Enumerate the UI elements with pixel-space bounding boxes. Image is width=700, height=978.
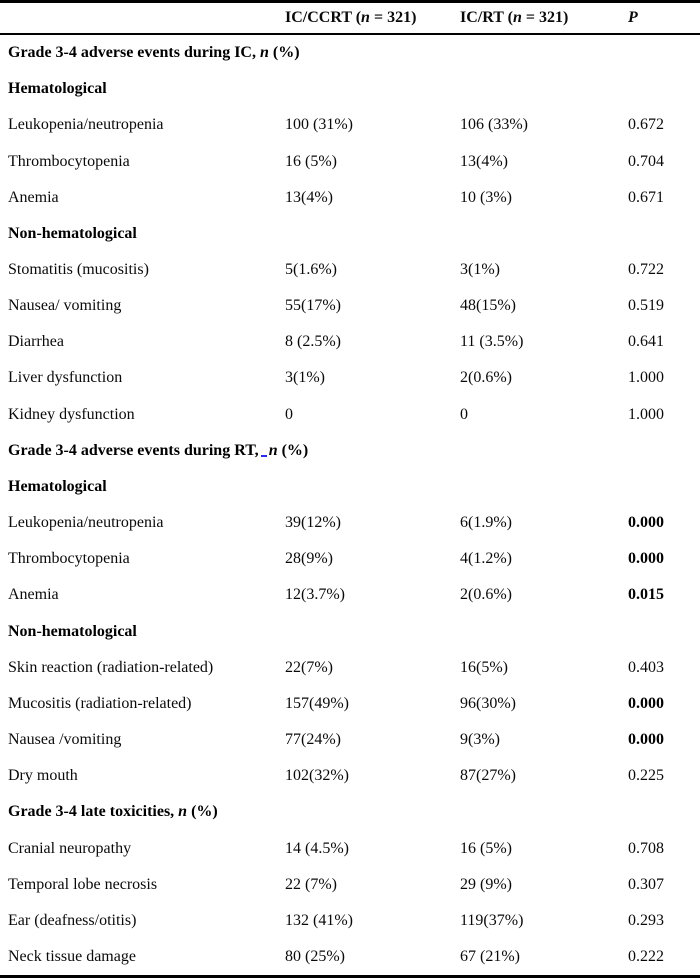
p-value-cell: 0.222 [628,947,664,965]
ic-ccrt-value-cell: 39(12%) [285,514,341,532]
ic-rt-value-cell: 11 (3.5%) [460,333,524,351]
row-label: Thrombocytopenia [8,550,130,568]
ic-ccrt-value-cell: 3(1%) [285,369,325,387]
section-title-text: Grade 3-4 adverse events during IC, [8,44,260,62]
p-value-cell: 0.708 [628,839,664,857]
ic-ccrt-value-cell: 16 (5%) [285,152,337,170]
section-n-italic: n [259,44,269,62]
row-label [8,441,309,460]
p-value-cell: 1.000 [628,405,664,423]
section-row [0,35,700,71]
table-row [0,758,700,794]
p-header-italic: P [628,9,638,26]
row-label: Mucositis (radiation-related) [8,694,192,712]
subsection-row [0,469,700,505]
subsection-row [0,614,700,650]
ic-ccrt-value-cell: 8 (2.5%) [285,333,341,351]
table-row [0,939,700,975]
ic-ccrt-value-cell: 80 (25%) [285,947,345,965]
table-row [0,360,700,396]
p-value-cell: 0.704 [628,152,664,170]
table-row [0,650,700,686]
p-value-cell: 0.641 [628,333,664,351]
ic-rt-value-cell: 96(30%) [460,694,516,712]
row-label: Dry mouth [8,767,78,785]
header-text: = 321) [521,9,569,26]
header-text: = 321) [369,9,417,26]
ic-rt-value-cell: 4(1.2%) [460,550,512,568]
p-value-cell: 0.000 [628,550,664,568]
row-label: Anemia [8,188,59,206]
p-value-cell: 0.000 [628,731,664,749]
p-value-cell: 0.722 [628,261,664,279]
section-n-italic: n [178,803,188,821]
table-row [0,143,700,179]
table-header [0,3,700,35]
row-label: Skin reaction (radiation-related) [8,658,214,676]
p-value-cell: 0.293 [628,911,664,929]
ic-ccrt-value-cell: 12(3.7%) [285,586,345,604]
section-title-text: Grade 3-4 adverse events during RT, [8,441,259,459]
header-n-italic: n [512,9,522,26]
ic-rt-value-cell: 106 (33%) [460,116,528,134]
ic-rt-value-cell: 6(1.9%) [460,514,512,532]
ic-rt-value-cell: 29 (9%) [460,875,512,893]
row-label: Thrombocytopenia [8,152,130,170]
row-label: Hematological [8,477,107,495]
row-label: Nausea /vomiting [8,731,122,749]
ic-ccrt-value-cell: 22(7%) [285,658,333,676]
row-label: Anemia [8,586,59,604]
p-value-cell: 0.307 [628,875,664,893]
column-header-ic-rt [460,9,628,27]
ic-rt-value-cell: 16 (5%) [460,839,512,857]
ic-rt-value-cell: 119(37%) [460,911,524,929]
ic-ccrt-value-cell: 157(49%) [285,694,349,712]
row-label: Liver dysfunction [8,369,123,387]
section-title-text: (%) [187,803,218,821]
p-value-cell: 0.225 [628,767,664,785]
row-label: Leukopenia/neutropenia [8,514,164,532]
column-header-p [628,9,700,27]
ic-rt-value-cell: 67 (21%) [460,947,520,965]
ic-ccrt-value-cell: 5(1.6%) [285,261,337,279]
ic-ccrt-value-cell: 14 (4.5%) [285,839,349,857]
ic-rt-value-cell: 2(0.6%) [460,586,512,604]
ic-ccrt-value-cell: 22 (7%) [285,875,337,893]
row-label: Temporal lobe necrosis [8,875,158,893]
row-label: Cranial neuropathy [8,839,132,857]
table-row [0,324,700,360]
table-row [0,722,700,758]
section-n-italic: n [268,441,278,459]
ic-ccrt-value-cell: 100 (31%) [285,116,353,134]
row-label: Neck tissue damage [8,947,136,965]
p-value-cell: 0.403 [628,658,664,676]
ic-ccrt-value-cell: 132 (41%) [285,911,353,929]
ic-ccrt-value-cell: 28(9%) [285,550,333,568]
ic-rt-value-cell: 0 [460,405,468,423]
table-row [0,830,700,866]
header-text: IC/RT ( [460,9,513,26]
row-label [8,44,300,62]
row-label: Ear (deafness/otitis) [8,911,137,929]
ic-rt-value-cell: 87(27%) [460,767,516,785]
section-row [0,433,700,469]
table-row [0,397,700,433]
ic-rt-value-cell: 2(0.6%) [460,369,512,387]
row-label [8,803,285,821]
p-value-cell: 0.000 [628,694,664,712]
table-row [0,686,700,722]
p-value-cell: 0.519 [628,297,664,315]
row-label: Stomatitis (mucositis) [8,261,149,279]
subsection-row [0,216,700,252]
ic-rt-value-cell: 3(1%) [460,261,500,279]
table-row [0,577,700,613]
row-label: Non-hematological [8,622,137,640]
ic-ccrt-value-cell: 55(17%) [285,297,341,315]
ic-rt-value-cell: 13(4%) [460,152,508,170]
row-label: Hematological [8,80,107,98]
column-header-ic-ccrt [285,9,460,27]
revision-underline-mark [261,455,267,457]
p-value-cell: 1.000 [628,369,664,387]
ic-rt-value-cell: 10 (3%) [460,188,512,206]
p-value-cell: 0.672 [628,116,664,134]
section-title-text: (%) [268,44,300,62]
ic-ccrt-value-cell: 102(32%) [285,767,349,785]
ic-ccrt-value-cell: 13(4%) [285,188,333,206]
ic-rt-value-cell: 48(15%) [460,297,516,315]
section-title-text: (%) [277,441,309,459]
section-title-text: Grade 3-4 late toxicities, [8,803,179,821]
table-row [0,288,700,324]
ic-rt-value-cell: 16(5%) [460,658,508,676]
p-value-cell: 0.015 [628,586,664,604]
table-body [0,35,700,975]
table-row [0,180,700,216]
table-row [0,867,700,903]
ic-ccrt-value-cell: 0 [285,405,293,423]
row-label: Non-hematological [8,224,137,242]
ic-rt-value-cell: 9(3%) [460,731,500,749]
ic-ccrt-value-cell: 77(24%) [285,731,341,749]
table-row [0,903,700,939]
row-label: Kidney dysfunction [8,405,135,423]
header-text: IC/CCRT ( [285,9,362,26]
row-label: Diarrhea [8,333,64,351]
section-row [0,794,700,830]
subsection-row [0,71,700,107]
table-row [0,252,700,288]
row-label: Nausea/ vomiting [8,297,122,315]
table-row [0,541,700,577]
table-row [0,505,700,541]
p-value-cell: 0.671 [628,188,664,206]
table-row [0,107,700,143]
p-value-cell: 0.000 [628,514,664,532]
row-label: Leukopenia/neutropenia [8,116,164,134]
header-n-italic: n [361,9,370,26]
